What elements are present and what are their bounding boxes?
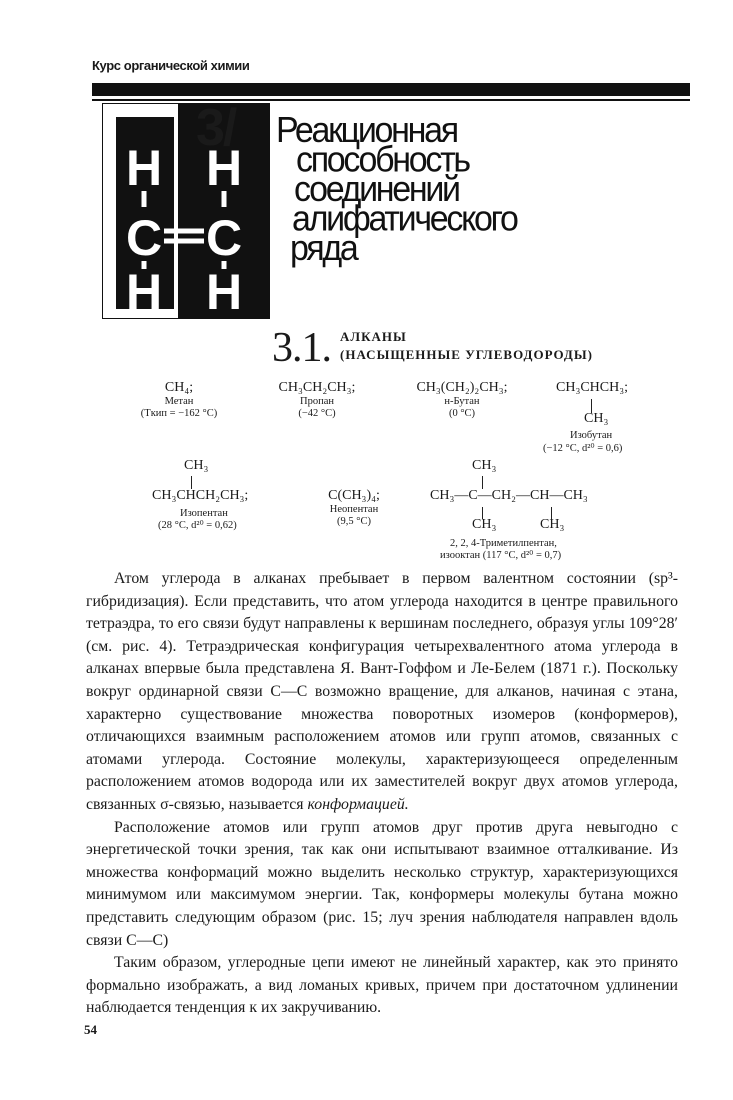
compound-data: (−42 °C) [298, 408, 336, 419]
formula-isobutane: CH₃CHCH₃; [556, 380, 628, 395]
formula-isopentane: CH₃CHCH₂CH₃; [152, 488, 249, 503]
formula-text: CH₃CH₂CH₃; [278, 380, 356, 395]
formula-neopentane [306, 488, 402, 528]
compound-name: Метан [164, 396, 194, 407]
body-text [86, 568, 678, 1020]
formula-text: CH₃(CH₂)₂CH₃; [416, 380, 508, 395]
formula-isobutane-branch: CH₃ [584, 411, 609, 426]
formula-methane [114, 380, 244, 420]
section-title-line2: (НАСЫЩЕННЫЕ УГЛЕВОДОРОДЫ) [340, 347, 593, 362]
logo-c-right: C [205, 210, 243, 266]
compound-name: Неопентан [329, 504, 379, 515]
paragraph-text: Атом углерода в алканах пребывает в первом валентном состоянии (sp³-гибридизация). Если представить, что атом углерода находится в центре правильного тетраэдра, то его связи будут направлены к вершинам последнего, образуя углы 109°28′ (см. рис. 4). Тетраэдрическая конфигурация четырехвалентного атома углерода в алканах впервые была представлена Я. Вант-Гоффом и Ле-Белем (1871 г.). Поскольку вокруг ординарной связи С—С возможно вращение, для алканов, начиная с этана, характерно существование множества поворотных изомеров (конформеров), отличающихся взаимным расположением атомов или групп атомов, связанных с атомами углерода. Состояние молекулы, характеризующееся определенным расположением атомов водорода или их заместителей вокруг двух атомов углерода, связанных σ-связью, называется [86, 570, 678, 813]
formula-text: C(CH₃)₄; [328, 488, 380, 503]
term-conformation: конформацией. [307, 795, 409, 813]
formula-butane [398, 380, 526, 420]
header-rule-thin [92, 99, 690, 101]
section-title-line1: АЛКАНЫ [340, 329, 407, 344]
compound-data-isobutane: (−12 °C, d²⁰ = 0,6) [543, 443, 623, 454]
compound-name: Пропан [300, 396, 334, 407]
paragraph: Расположение атомов или групп атомов друг против друга невыгодно с энергетической точки зрения, так как они испытывают взаимное отталкивание. Из множества конформаций можно выделить несколько структур, характеризующихся минимумом или максимумом энергии. Так, конформеры молекулы бутана можно представить следующим образом (рис. 15; луч зрения наблюдателя направлен вдоль связи С—С) [86, 818, 678, 949]
compound-name-isooctane: 2, 2, 4-Триметилпентан, [450, 538, 557, 549]
formula-isooctane-top: CH₃ [472, 458, 497, 473]
chapter-title-line: ряда [290, 228, 357, 269]
logo-c-left: C [125, 210, 163, 266]
chapter-title-line: Реакционная [276, 110, 457, 151]
section-title [340, 328, 593, 364]
paragraph [86, 568, 678, 817]
chapter-number: 3/ [196, 99, 236, 157]
logo-h-top-left: H [125, 140, 163, 196]
compound-name: н-Бутан [444, 396, 480, 407]
formula-text: CH₄; [164, 380, 194, 395]
formula-isooctane-bottom-left: CH₃ [472, 517, 497, 532]
chapter-title-line: соединений [294, 169, 459, 210]
section-number: 3.1. [272, 325, 331, 371]
logo-h-top-right: H [205, 140, 243, 196]
formula-isooctane: CH₃—C—CH₂—CH—CH₃ [430, 488, 588, 503]
paragraph: Таким образом, углеродные цепи имеют не линейный характер, как это принято формально изображать, а вид ломаных кривых, причем при достаточном удлинении наблюдается тенденция к их закручиванию. [86, 954, 678, 1017]
header-rule [92, 83, 690, 96]
formula-isooctane-bottom-right: CH₃ [540, 517, 565, 532]
logo-h-bottom-right: H [205, 264, 243, 319]
compound-data-isooctane: изооктан (117 °C, d²⁰ = 0,7) [440, 550, 562, 561]
formula-isopentane-top: CH₃ [184, 458, 209, 473]
chapter-logo [102, 103, 270, 319]
page-number: 54 [84, 1022, 97, 1037]
compound-name-isobutane: Изобутан [570, 430, 613, 441]
running-head: Курс органической химии [92, 58, 250, 73]
compound-data: (Tкип = −162 °C) [140, 408, 218, 419]
chapter-title-line: алифатического [292, 198, 517, 239]
compound-name-isopentane: Изопентан [180, 508, 228, 519]
chapter-title-line: способность [296, 140, 469, 181]
compound-data: (0 °C) [448, 408, 476, 419]
chapter-title [276, 110, 517, 269]
formula-propane [262, 380, 372, 420]
compound-data: (9,5 °C) [337, 516, 371, 527]
compound-data-isopentane: (28 °C, d²⁰ = 0,62) [158, 520, 237, 531]
logo-h-bottom-left: H [125, 264, 163, 319]
